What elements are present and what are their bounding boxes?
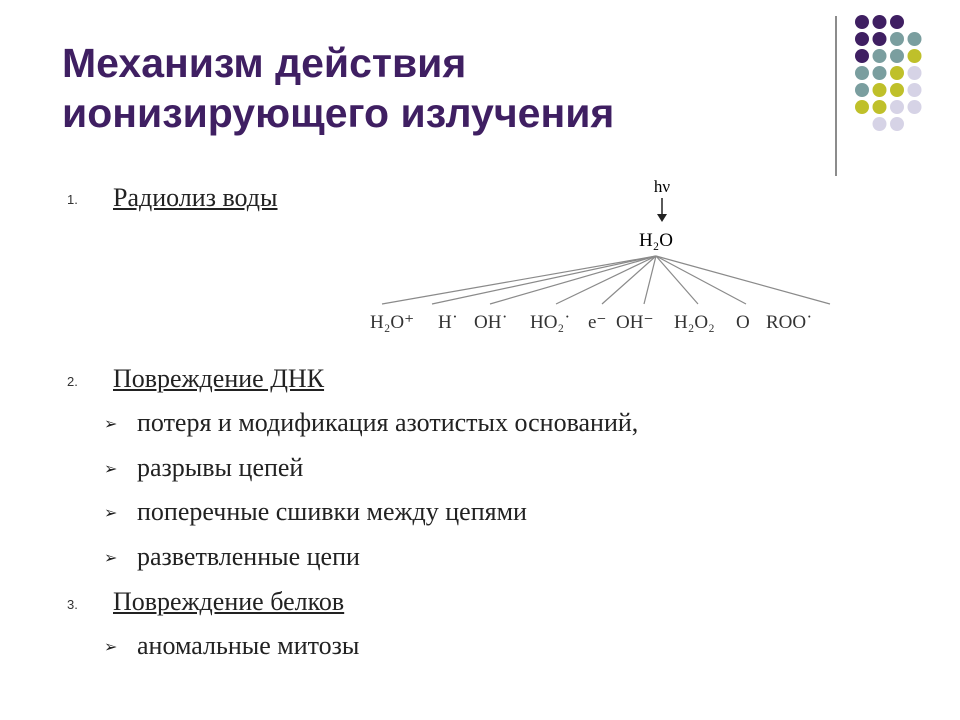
decorative-dot [908,66,922,80]
sub-item-cross-links: поперечные сшивки между цепями [137,497,527,526]
diagram-product-h: H˙ [438,312,459,333]
sub-item-abnormal-mitoses: аномальные митозы [137,631,360,660]
list-item-dna-damage: Повреждение ДНК [113,364,325,393]
decorative-dot [890,15,904,29]
decorative-dot [890,66,904,80]
diagram-product-roo: ROO˙ [766,312,813,333]
list-number-3: 3. [67,597,78,612]
diagram-product-oh-minus: OH⁻ [616,312,654,333]
title-line-1: Механизм действия [62,40,467,86]
sub-item-base-loss: потеря и модификация азотистых оснований, [137,408,639,437]
decorative-divider [835,16,837,176]
decorative-dot [873,15,887,29]
decorative-dot [908,32,922,46]
diagram-product-oh: OH˙ [474,312,508,333]
radiolysis-diagram [360,170,840,340]
decorative-dot [855,32,869,46]
decorative-dot [855,66,869,80]
decorative-dot [855,49,869,63]
sub-item-chain-breaks: разрывы цепей [137,453,304,482]
decorative-dot [873,100,887,114]
slide-title [62,38,782,138]
decorative-dot [855,100,869,114]
diagram-product-electron: e⁻ [588,312,607,333]
decorative-dot [855,15,869,29]
decorative-dot [908,49,922,63]
list-number-2: 2. [67,374,78,389]
diagram-product-o: O [736,312,750,333]
diagram-arrow-head [657,214,667,222]
bullet-arrow-icon: ➢ [104,503,118,522]
bullet-arrow-icon: ➢ [104,414,118,433]
diagram-product-h2o2: H₂O₂ [674,312,715,333]
decorative-dot [890,83,904,97]
decorative-dot [890,100,904,114]
decorative-dot [890,117,904,131]
bullet-arrow-icon: ➢ [104,548,118,567]
list-number-1: 1. [67,192,78,207]
bullet-arrow-icon: ➢ [104,459,118,478]
list-item-protein-damage: Повреждение белков [113,587,345,616]
decorative-dot [890,32,904,46]
decorative-dot [873,66,887,80]
decorative-dot [855,83,869,97]
decorative-dot [873,32,887,46]
bullet-arrow-icon: ➢ [104,637,118,656]
sub-item-branched-chains: разветвленные цепи [137,542,360,571]
decorative-dot [908,83,922,97]
decorative-dot [873,83,887,97]
decorative-dot [873,49,887,63]
diagram-source-label: hν [653,177,671,196]
diagram-center-label: H₂O [638,230,674,251]
list-item-radiolysis: Радиолиз воды [113,183,278,212]
title-line-2: ионизирующего излучения [62,90,615,136]
diagram-product-h2o-plus: H₂O⁺ [370,312,415,333]
decorative-dot [873,117,887,131]
decorative-dot [890,49,904,63]
diagram-product-ho2: HO₂˙ [530,312,571,333]
decorative-dot [908,100,922,114]
diagram-branch-lines [382,256,830,304]
